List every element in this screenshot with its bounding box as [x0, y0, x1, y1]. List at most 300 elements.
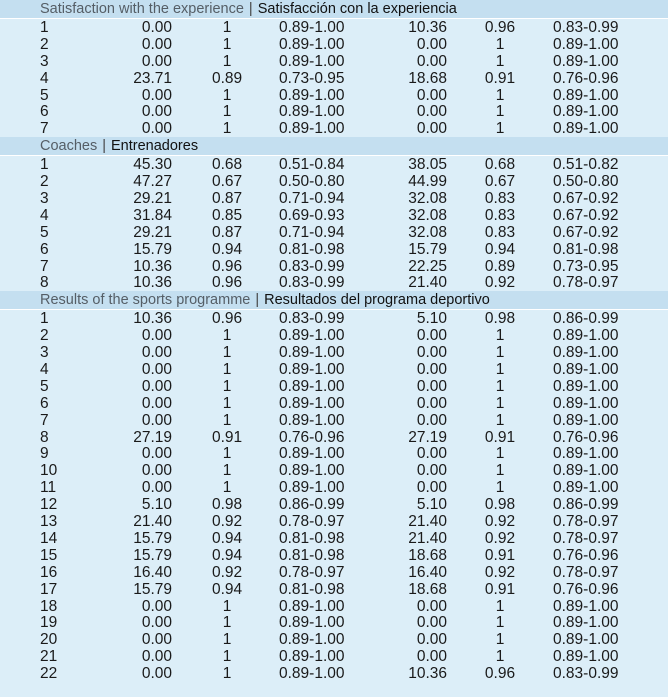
- kappa-1: 0.94: [212, 580, 243, 598]
- value-2: 0.00: [416, 35, 447, 53]
- ci-1: 0.81-0.98: [279, 580, 345, 598]
- value-1: 15.79: [133, 546, 172, 564]
- table-row: [0, 36, 668, 53]
- kappa-1: 0.68: [212, 156, 243, 174]
- item-number: 7: [40, 120, 49, 138]
- value-1: 15.79: [133, 240, 172, 258]
- value-1: 29.21: [133, 223, 172, 241]
- ci-1: 0.76-0.96: [279, 428, 345, 446]
- ci-2: 0.78-0.97: [553, 529, 619, 547]
- item-number: 21: [40, 648, 58, 666]
- kappa-2: 1: [495, 479, 505, 497]
- kappa-1: 0.96: [212, 257, 243, 275]
- kappa-1: 1: [222, 19, 232, 36]
- section-title-es: Satisfacción con la experiencia: [257, 1, 457, 17]
- item-number: 4: [40, 361, 49, 379]
- kappa-1: 1: [222, 103, 232, 121]
- value-1: 0.00: [141, 120, 172, 138]
- value-1: 0.00: [141, 411, 172, 429]
- table-row: [0, 224, 668, 241]
- ci-2: 0.89-1.00: [553, 86, 619, 104]
- ci-1: 0.83-0.99: [279, 310, 345, 328]
- table-row: [0, 429, 668, 446]
- ci-1: 0.71-0.94: [279, 190, 345, 208]
- kappa-1: 1: [222, 35, 232, 53]
- kappa-2: 0.92: [484, 563, 516, 581]
- table-row: [0, 207, 668, 224]
- value-1: 0.00: [141, 445, 172, 463]
- value-2: 38.05: [408, 156, 447, 174]
- kappa-1: 1: [222, 648, 232, 666]
- item-number: 13: [40, 513, 58, 531]
- value-1: 0.00: [141, 648, 172, 666]
- kappa-1: 1: [222, 52, 232, 70]
- value-1: 0.00: [141, 19, 172, 36]
- value-1: 10.36: [133, 310, 172, 328]
- item-number: 3: [40, 344, 49, 362]
- ci-1: 0.89-1.00: [279, 86, 345, 104]
- ci-2: 0.89-1.00: [553, 35, 619, 53]
- kappa-1: 1: [222, 614, 232, 632]
- value-2: 5.10: [416, 496, 447, 514]
- table-row: [0, 156, 668, 173]
- item-number: 3: [40, 52, 49, 70]
- value-2: 0.00: [416, 597, 447, 615]
- table-row: [0, 344, 668, 361]
- kappa-2: 0.96: [484, 665, 516, 683]
- section-header: [0, 137, 668, 156]
- kappa-1: 0.96: [212, 310, 243, 328]
- section-header: [0, 0, 668, 19]
- ci-2: 0.86-0.99: [553, 496, 619, 514]
- ci-2: 0.78-0.97: [553, 274, 619, 292]
- value-2: 0.00: [416, 394, 447, 412]
- kappa-1: 1: [222, 361, 232, 379]
- ci-1: 0.81-0.98: [279, 240, 345, 258]
- value-1: 0.00: [141, 462, 172, 480]
- kappa-2: 0.94: [484, 240, 516, 258]
- ci-2: 0.89-1.00: [553, 120, 619, 138]
- value-2: 0.00: [416, 411, 447, 429]
- ci-2: 0.67-0.92: [553, 223, 619, 241]
- kappa-1: 1: [222, 327, 232, 345]
- ci-1: 0.89-1.00: [279, 103, 345, 121]
- value-2: 0.00: [416, 445, 447, 463]
- item-number: 7: [40, 411, 49, 429]
- kappa-2: 1: [495, 120, 505, 138]
- value-2: 0.00: [416, 648, 447, 666]
- value-2: 0.00: [416, 462, 447, 480]
- value-2: 32.08: [408, 223, 447, 241]
- item-number: 5: [40, 86, 49, 104]
- item-number: 4: [40, 69, 49, 87]
- value-2: 0.00: [416, 344, 447, 362]
- ci-2: 0.76-0.96: [553, 428, 619, 446]
- kappa-1: 0.94: [212, 529, 243, 547]
- value-1: 15.79: [133, 580, 172, 598]
- kappa-2: 1: [495, 86, 505, 104]
- value-1: 0.00: [141, 394, 172, 412]
- item-number: 2: [40, 35, 49, 53]
- value-2: 0.00: [416, 120, 447, 138]
- ci-2: 0.89-1.00: [553, 597, 619, 615]
- value-1: 0.00: [141, 103, 172, 121]
- value-1: 0.00: [141, 479, 172, 497]
- kappa-2: 0.92: [484, 274, 516, 292]
- kappa-1: 0.94: [212, 240, 243, 258]
- value-1: 23.71: [133, 69, 172, 87]
- kappa-1: 1: [222, 665, 232, 683]
- item-number: 18: [40, 597, 58, 615]
- section-title-separator: |: [248, 1, 253, 17]
- ci-2: 0.78-0.97: [553, 563, 619, 581]
- table-row: [0, 530, 668, 547]
- kappa-1: 1: [222, 377, 232, 395]
- kappa-2: 1: [495, 394, 505, 412]
- kappa-2: 0.83: [484, 190, 516, 208]
- ci-2: 0.89-1.00: [553, 462, 619, 480]
- table-row: [0, 547, 668, 564]
- ci-2: 0.89-1.00: [553, 327, 619, 345]
- value-2: 0.00: [416, 327, 447, 345]
- value-2: 18.68: [408, 69, 447, 87]
- value-1: 0.00: [141, 35, 172, 53]
- table-row: [0, 581, 668, 598]
- ci-2: 0.89-1.00: [553, 614, 619, 632]
- table-row: [0, 190, 668, 207]
- ci-2: 0.78-0.97: [553, 513, 619, 531]
- value-2: 0.00: [416, 631, 447, 649]
- ci-2: 0.89-1.00: [553, 445, 619, 463]
- ci-1: 0.89-1.00: [279, 614, 345, 632]
- ci-2: 0.89-1.00: [553, 479, 619, 497]
- value-2: 0.00: [416, 479, 447, 497]
- table-row: [0, 19, 668, 36]
- value-1: 10.36: [133, 257, 172, 275]
- section-title-es: Resultados del programa deportivo: [264, 292, 490, 309]
- ci-1: 0.89-1.00: [279, 327, 345, 345]
- table-row: [0, 496, 668, 513]
- value-1: 16.40: [133, 563, 172, 581]
- ci-2: 0.81-0.98: [553, 240, 619, 258]
- kappa-1: 0.96: [212, 274, 243, 292]
- ci-1: 0.86-0.99: [279, 496, 345, 514]
- ci-1: 0.89-1.00: [279, 462, 345, 480]
- kappa-1: 1: [222, 394, 232, 412]
- kappa-1: 1: [222, 479, 232, 497]
- item-number: 7: [40, 257, 49, 275]
- kappa-2: 0.83: [484, 223, 516, 241]
- table-row: [0, 120, 668, 137]
- kappa-1: 1: [222, 445, 232, 463]
- table-row: [0, 173, 668, 190]
- item-number: 22: [40, 665, 58, 683]
- table-row: [0, 665, 668, 682]
- kappa-2: 0.91: [484, 428, 516, 446]
- section-title-en: Results of the sports programme: [40, 292, 251, 309]
- ci-1: 0.89-1.00: [279, 597, 345, 615]
- ci-2: 0.67-0.92: [553, 206, 619, 224]
- table-row: [0, 87, 668, 104]
- value-1: 0.00: [141, 327, 172, 345]
- item-number: 2: [40, 327, 49, 345]
- value-1: 0.00: [141, 614, 172, 632]
- kappa-1: 0.98: [212, 496, 243, 514]
- ci-1: 0.89-1.00: [279, 344, 345, 362]
- table-row: [0, 310, 668, 327]
- kappa-2: 1: [495, 361, 505, 379]
- value-1: 21.40: [133, 513, 172, 531]
- table-row: [0, 445, 668, 462]
- value-1: 5.10: [141, 496, 172, 514]
- value-2: 0.00: [416, 103, 447, 121]
- ci-2: 0.76-0.96: [553, 580, 619, 598]
- kappa-2: 0.68: [484, 156, 516, 174]
- ci-2: 0.89-1.00: [553, 344, 619, 362]
- kappa-1: 0.92: [212, 563, 243, 581]
- kappa-1: 1: [222, 86, 232, 104]
- ci-2: 0.73-0.95: [553, 257, 619, 275]
- item-number: 1: [40, 156, 49, 174]
- ci-1: 0.89-1.00: [279, 19, 345, 36]
- value-2: 32.08: [408, 206, 447, 224]
- item-number: 20: [40, 631, 58, 649]
- table-row: [0, 412, 668, 429]
- kappa-2: 0.91: [484, 580, 516, 598]
- value-2: 10.36: [408, 19, 447, 36]
- kappa-1: 0.85: [212, 206, 243, 224]
- kappa-2: 0.92: [484, 529, 516, 547]
- value-2: 16.40: [408, 563, 447, 581]
- kappa-2: 0.96: [484, 19, 516, 36]
- ci-1: 0.83-0.99: [279, 274, 345, 292]
- ci-1: 0.89-1.00: [279, 120, 345, 138]
- value-2: 21.40: [408, 513, 447, 531]
- ci-1: 0.89-1.00: [279, 52, 345, 70]
- ci-2: 0.89-1.00: [553, 411, 619, 429]
- kappa-1: 0.89: [212, 69, 243, 87]
- value-2: 27.19: [408, 428, 447, 446]
- ci-1: 0.89-1.00: [279, 445, 345, 463]
- ci-2: 0.51-0.82: [553, 156, 619, 174]
- value-2: 22.25: [408, 257, 447, 275]
- value-2: 15.79: [408, 240, 447, 258]
- value-1: 0.00: [141, 361, 172, 379]
- ci-1: 0.89-1.00: [279, 361, 345, 379]
- section-title-en: Satisfaction with the experience: [40, 1, 244, 17]
- ci-1: 0.81-0.98: [279, 546, 345, 564]
- kappa-1: 1: [222, 411, 232, 429]
- item-number: 11: [40, 479, 57, 497]
- ci-2: 0.89-1.00: [553, 103, 619, 121]
- section-title-es: Entrenadores: [111, 138, 199, 155]
- kappa-2: 1: [495, 35, 505, 53]
- kappa-2: 1: [495, 103, 505, 121]
- value-2: 0.00: [416, 86, 447, 104]
- kappa-2: 1: [495, 614, 505, 632]
- value-2: 10.36: [408, 665, 447, 683]
- ci-1: 0.78-0.97: [279, 563, 345, 581]
- value-1: 0.00: [141, 597, 172, 615]
- table-row: [0, 70, 668, 87]
- ci-2: 0.50-0.80: [553, 173, 619, 191]
- ci-1: 0.81-0.98: [279, 529, 345, 547]
- table-row: [0, 395, 668, 412]
- ci-1: 0.89-1.00: [279, 411, 345, 429]
- value-1: 15.79: [133, 529, 172, 547]
- value-2: 0.00: [416, 614, 447, 632]
- ci-2: 0.86-0.99: [553, 310, 619, 328]
- item-number: 1: [40, 310, 49, 328]
- ci-2: 0.76-0.96: [553, 69, 619, 87]
- kappa-2: 0.98: [484, 310, 516, 328]
- kappa-1: 1: [222, 344, 232, 362]
- ci-2: 0.89-1.00: [553, 52, 619, 70]
- value-2: 0.00: [416, 377, 447, 395]
- value-2: 18.68: [408, 580, 447, 598]
- value-1: 0.00: [141, 631, 172, 649]
- kappa-2: 1: [495, 597, 505, 615]
- value-1: 0.00: [141, 86, 172, 104]
- kappa-1: 1: [222, 597, 232, 615]
- item-number: 15: [40, 546, 58, 564]
- ci-2: 0.89-1.00: [553, 648, 619, 666]
- ci-2: 0.89-1.00: [553, 394, 619, 412]
- item-number: 2: [40, 173, 49, 191]
- ci-1: 0.78-0.97: [279, 513, 345, 531]
- kappa-2: 1: [495, 648, 505, 666]
- section-title-separator: |: [102, 138, 107, 155]
- ci-2: 0.67-0.92: [553, 190, 619, 208]
- table-row: [0, 103, 668, 120]
- value-2: 21.40: [408, 529, 447, 547]
- item-number: 4: [40, 206, 49, 224]
- item-number: 17: [40, 580, 58, 598]
- kappa-1: 0.87: [212, 190, 243, 208]
- item-number: 8: [40, 274, 49, 292]
- ci-2: 0.89-1.00: [553, 377, 619, 395]
- value-1: 27.19: [133, 428, 172, 446]
- item-number: 19: [40, 614, 58, 632]
- table-row: [0, 258, 668, 275]
- value-2: 32.08: [408, 190, 447, 208]
- ci-2: 0.89-1.00: [553, 361, 619, 379]
- item-number: 6: [40, 240, 49, 258]
- table-row: [0, 598, 668, 615]
- kappa-2: 0.98: [484, 496, 516, 514]
- kappa-1: 0.91: [212, 428, 243, 446]
- section-title-en: Coaches: [40, 138, 98, 155]
- ci-1: 0.83-0.99: [279, 257, 345, 275]
- kappa-2: 0.92: [484, 513, 516, 531]
- ci-2: 0.76-0.96: [553, 546, 619, 564]
- table-row: [0, 327, 668, 344]
- ci-1: 0.51-0.84: [279, 156, 345, 174]
- table-row: [0, 274, 668, 291]
- ci-1: 0.89-1.00: [279, 35, 345, 53]
- value-1: 45.30: [133, 156, 172, 174]
- item-number: 6: [40, 103, 49, 121]
- table-row: [0, 53, 668, 70]
- kappa-2: 0.91: [484, 546, 516, 564]
- ci-1: 0.69-0.93: [279, 206, 345, 224]
- value-1: 0.00: [141, 52, 172, 70]
- table-row: [0, 648, 668, 665]
- value-1: 0.00: [141, 344, 172, 362]
- value-1: 47.27: [133, 173, 172, 191]
- ci-2: 0.83-0.99: [553, 19, 619, 36]
- kappa-2: 0.91: [484, 69, 516, 87]
- kappa-2: 1: [495, 631, 505, 649]
- item-number: 5: [40, 223, 49, 241]
- table-row: [0, 479, 668, 496]
- table-row: [0, 361, 668, 378]
- value-1: 0.00: [141, 377, 172, 395]
- item-number: 9: [40, 445, 49, 463]
- ci-1: 0.50-0.80: [279, 173, 345, 191]
- kappa-1: 0.94: [212, 546, 243, 564]
- kappa-2: 1: [495, 377, 505, 395]
- ci-1: 0.73-0.95: [279, 69, 345, 87]
- kappa-2: 0.89: [484, 257, 516, 275]
- kappa-1: 0.87: [212, 223, 243, 241]
- item-number: 8: [40, 428, 49, 446]
- item-number: 3: [40, 190, 49, 208]
- kappa-2: 0.67: [484, 173, 516, 191]
- table-row: [0, 631, 668, 648]
- ci-1: 0.89-1.00: [279, 377, 345, 395]
- value-2: 0.00: [416, 52, 447, 70]
- value-1: 10.36: [133, 274, 172, 292]
- item-number: 12: [40, 496, 58, 514]
- table-row: [0, 564, 668, 581]
- ci-1: 0.89-1.00: [279, 479, 345, 497]
- value-1: 0.00: [141, 665, 172, 683]
- section-title-separator: |: [255, 292, 260, 309]
- value-2: 18.68: [408, 546, 447, 564]
- value-2: 0.00: [416, 361, 447, 379]
- kappa-2: 1: [495, 445, 505, 463]
- kappa-1: 1: [222, 462, 232, 480]
- ci-1: 0.89-1.00: [279, 648, 345, 666]
- ci-1: 0.71-0.94: [279, 223, 345, 241]
- table-row: [0, 241, 668, 258]
- kappa-2: 1: [495, 52, 505, 70]
- ci-1: 0.89-1.00: [279, 631, 345, 649]
- item-number: 14: [40, 529, 58, 547]
- kappa-1: 1: [222, 631, 232, 649]
- value-1: 29.21: [133, 190, 172, 208]
- kappa-2: 1: [495, 462, 505, 480]
- ci-1: 0.89-1.00: [279, 665, 345, 683]
- kappa-2: 1: [495, 411, 505, 429]
- item-number: 10: [40, 462, 58, 480]
- kappa-2: 1: [495, 327, 505, 345]
- item-number: 5: [40, 377, 49, 395]
- table-row: [0, 614, 668, 631]
- kappa-1: 0.92: [212, 513, 243, 531]
- kappa-2: 0.83: [484, 206, 516, 224]
- table-row: [0, 513, 668, 530]
- table-row: [0, 462, 668, 479]
- item-number: 1: [40, 19, 49, 36]
- kappa-1: 0.67: [212, 173, 243, 191]
- table-row: [0, 378, 668, 395]
- value-2: 44.99: [408, 173, 447, 191]
- value-2: 21.40: [408, 274, 447, 292]
- item-number: 6: [40, 394, 49, 412]
- kappa-1: 1: [222, 120, 232, 138]
